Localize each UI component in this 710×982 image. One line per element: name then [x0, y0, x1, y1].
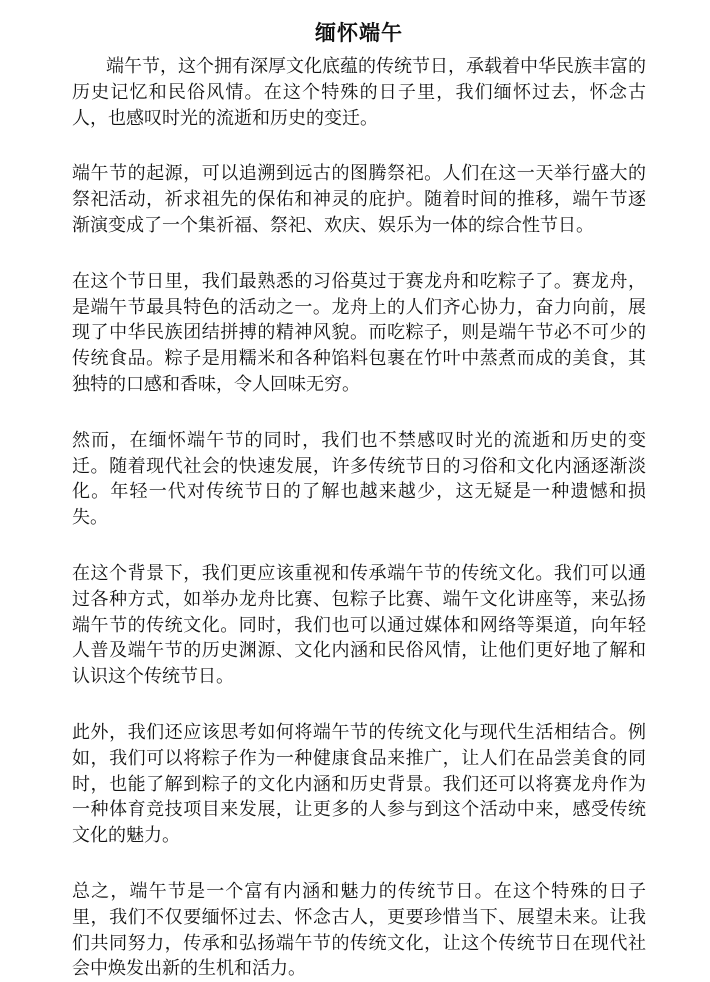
- paragraph-conclusion: 总之，端午节是一个富有内涵和魅力的传统节日。在这个特殊的日子里，我们不仅要缅怀过去、怀念古人，更要珍惜当下、展望未来。让我们共同努力，传承和弘扬端午节的传统文化，让这个传统节日在现代社会中焕发出新的生机和活力。: [72, 880, 646, 980]
- paragraph-modern-life: 此外，我们还应该思考如何将端午节的传统文化与现代生活相结合。例如，我们可以将粽子作为一种健康食品来推广，让人们在品尝美食的同时，也能了解到粽子的文化内涵和历史背景。我们还可以将赛龙舟作为一种体育竞技项目来发展，让更多的人参与到这个活动中来，感受传统文化的魅力。: [72, 721, 646, 847]
- paragraph-customs: 在这个节日里，我们最熟悉的习俗莫过于赛龙舟和吃粽子了。赛龙舟，是端午节最具特色的活动之一。龙舟上的人们齐心协力，奋力向前，展现了中华民族团结拼搏的精神风貌。而吃粽子，则是端午节必不可少的传统食品。粽子是用糯米和各种馅料包裹在竹叶中蒸煮而成的美食，其独特的口感和香味，令人回味无穷。: [72, 270, 646, 395]
- paragraph-intro: 端午节，这个拥有深厚文化底蕴的传统节日，承载着中华民族丰富的历史记忆和民俗风情。在这个特殊的日子里，我们缅怀过去，怀念古人，也感叹时光的流逝和历史的变迁。: [72, 56, 646, 129]
- paragraph-change: 然而，在缅怀端午节的同时，我们也不禁感叹时光的流逝和历史的变迁。随着现代社会的快速发展，许多传统节日的习俗和文化内涵逐渐淡化。年轻一代对传统节日的了解也越来越少，这无疑是一种遗憾和损失。: [72, 429, 646, 529]
- paragraph-origin: 端午节的起源，可以追溯到远古的图腾祭祀。人们在这一天举行盛大的祭祀活动，祈求祖先的保佑和神灵的庇护。随着时间的推移，端午节逐渐演变成了一个集祈福、祭祀、欢庆、娱乐为一体的综合性节日。: [72, 163, 646, 236]
- document-title: 缅怀端午: [315, 21, 403, 45]
- paragraph-inheritance: 在这个背景下，我们更应该重视和传承端午节的传统文化。我们可以通过各种方式，如举办龙舟比赛、包粽子比赛、端午文化讲座等，来弘扬端午节的传统文化。同时，我们也可以通过媒体和网络等渠道，向年轻人普及端午节的历史渊源、文化内涵和民俗风情，让他们更好地了解和认识这个传统节日。: [72, 562, 646, 688]
